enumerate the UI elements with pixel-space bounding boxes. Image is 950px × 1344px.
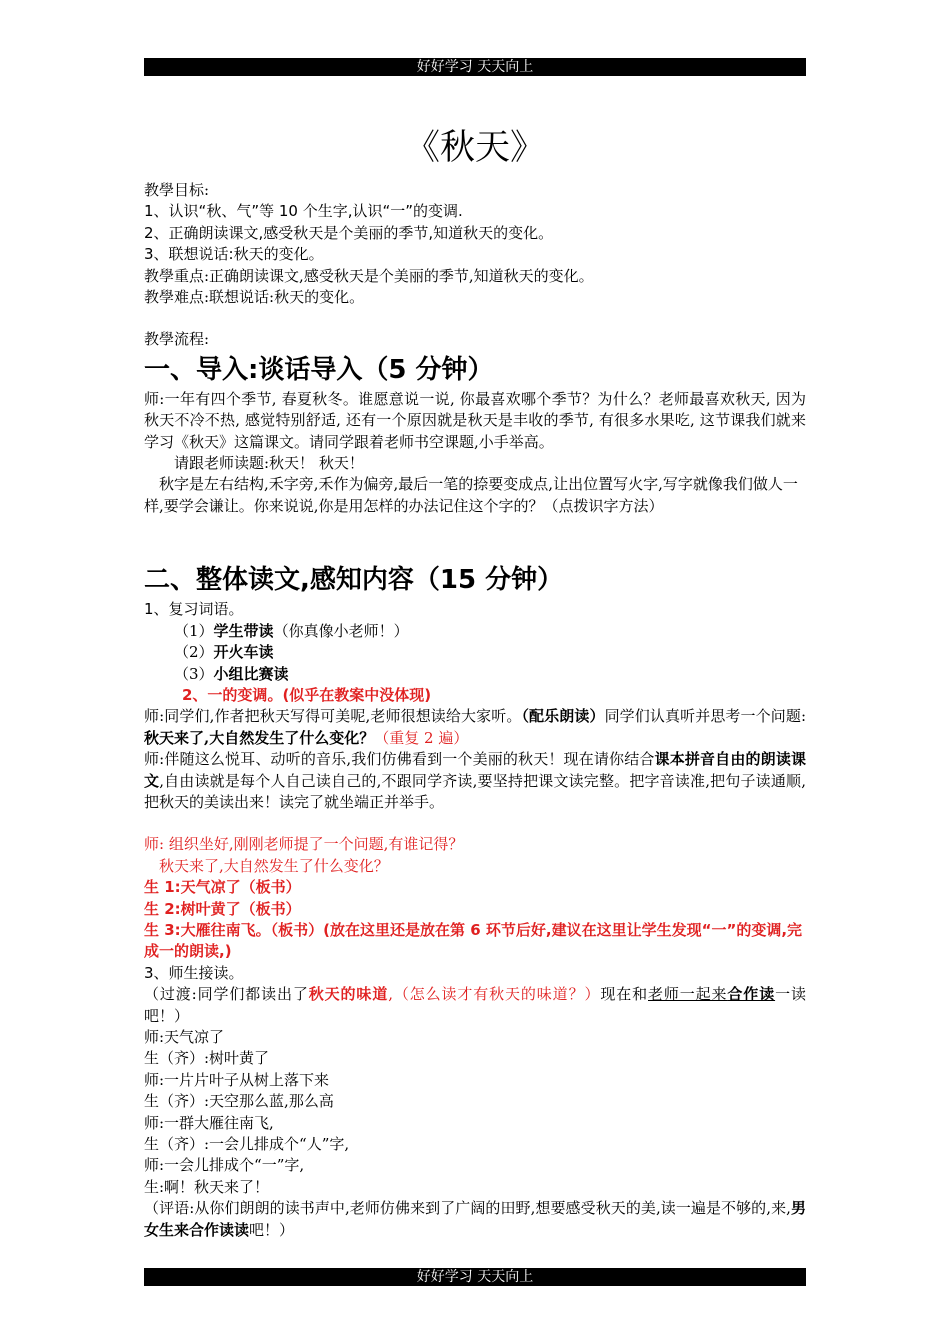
review-words: 1、复习词语。: [144, 600, 244, 619]
transition-paragraph: （过渡:同学们都读出了秋天的味道,（怎么读才有秋天的味道？）现在和老师一起来合作读一读吧！）: [144, 985, 806, 1025]
dialogue-line: 师:天气凉了: [144, 1028, 225, 1046]
free-reading-paragraph: 师:伴随这么悦耳、动听的音乐,我们仿佛看到一个美丽的秋天！现在请你结合课本拼音自由的朗读课文,自由读就是每个人自己读自己的,不跟同学齐读,要坚持把课文读完整。把字音读准,把句子读通顺,把秋天的美读出来！读完了就坐端正并举手。: [144, 750, 806, 811]
page-footer-band: 好好学习 天天向上: [144, 1268, 806, 1286]
section-1-character-note: 秋字是左右结构,禾字旁,禾作为偏旁,最后一笔的捺要变成点,让出位置写火字,写字就像我们做人一样,要学会谦让。你来说说,你是用怎样的办法记住这个字的？（点拨识字方法）: [144, 475, 798, 515]
review-item-2: （2）开火车读: [174, 643, 274, 662]
section-2-heading: 二、整体读文,感知内容（15 分钟）: [144, 565, 564, 596]
section-1-paragraph: 师:一年有四个季节, 春夏秋冬。谁愿意说一说, 你最喜欢哪个季节？为什么？老师最喜欢秋天, 因为秋天不冷不热, 感觉特别舒适, 还有一个原因就是秋天是丰收的季节, 有很多水果吃, 这节课我们就来学习《秋天》这篇课文。请同学跟着老师书空课题,小手举高。: [144, 389, 806, 451]
question-text: 秋天来了,大自然发生了什么变化？: [159, 856, 389, 875]
page-header-band: 好好学习 天天向上: [144, 58, 806, 76]
section-1-heading: 一、导入:谈话导入（5 分钟）: [144, 354, 494, 385]
document-title: 《秋天》: [404, 128, 545, 168]
difficulty-point: 教學难点:联想说话:秋天的变化。: [144, 288, 365, 307]
goal-2: 2、正确朗读课文,感受秋天是个美丽的季节,知道秋天的变化。: [144, 223, 554, 242]
dialogue-line: 生（齐）:树叶黄了: [144, 1049, 270, 1068]
review-item-1: （1）学生带读（你真像小老师！）: [174, 621, 409, 640]
evaluation-paragraph: （评语:从你们朗朗的读书声中,老师仿佛来到了广阔的田野,想要感受秋天的美,读一遍是不够的,来,男女生来合作读读吧！）: [144, 1199, 806, 1239]
dialogue-line: 师:一会儿排成个“一”字,: [144, 1156, 305, 1175]
goals-label: 教學目标:: [144, 181, 210, 199]
goal-1: 1、认识“秋、气”等 10 个生字,认识“一”的变调.: [144, 202, 463, 221]
dialogue-line: 生（齐）:一会儿排成个“人”字,: [144, 1135, 350, 1154]
flow-label: 教學流程:: [144, 330, 210, 349]
section-1-read-title: 请跟老师读题:秋天！ 秋天！: [174, 454, 364, 473]
student-answer-3: 生 3:大雁往南飞。（板书）(放在这里还是放在第 6 环节后好,建议在这里让学生发现“一”的变调,完成一的朗读,): [144, 920, 803, 961]
dialogue-line: 师:一群大雁往南飞,: [144, 1113, 274, 1132]
tone-change-note: 2、一的变调。(似乎在教案中没体现): [182, 685, 432, 704]
student-answer-1: 生 1:天气凉了（板书）: [144, 878, 301, 897]
shared-reading-heading: 3、师生接读。: [144, 963, 244, 982]
goal-3: 3、联想说话:秋天的变化。: [144, 245, 324, 264]
document-body: [144, 180, 806, 1241]
dialogue-line: 生:啊！秋天来了！: [144, 1177, 270, 1196]
dialogue-line: 师:一片片叶子从树上落下来: [144, 1070, 330, 1089]
question-recap: 师: 组织坐好,刚刚老师提了一个问题,有谁记得？: [144, 835, 464, 854]
key-point: 教學重点:正确朗读课文,感受秋天是个美丽的季节,知道秋天的变化。: [144, 266, 594, 285]
listen-paragraph: 师:同学们,作者把秋天写得可美呢,老师很想读给大家听。（配乐朗读）同学们认真听并思考一个问题:秋天来了,大自然发生了什么变化？（重复 2 遍）: [144, 707, 806, 747]
student-answer-2: 生 2:树叶黄了（板书）: [144, 899, 301, 918]
dialogue-line: 生（齐）:天空那么蓝,那么高: [144, 1092, 334, 1111]
review-item-3: （3）小组比赛读: [174, 664, 289, 683]
